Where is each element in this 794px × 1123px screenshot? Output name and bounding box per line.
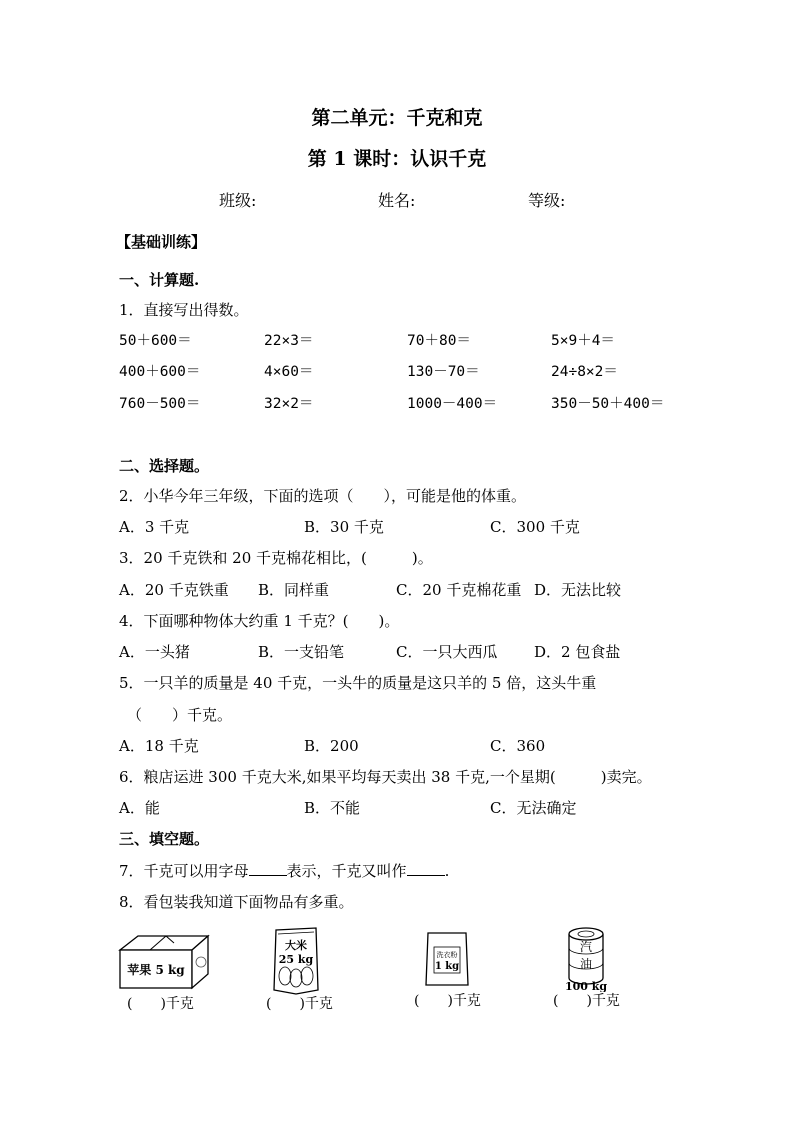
question-6: 6．粮店运进 300 千克大米,如果平均每天卖出 38 千克,一个星期( )卖完。	[119, 768, 652, 786]
q7-blank-2[interactable]	[407, 861, 445, 876]
calc-cell: 760－500＝	[119, 396, 201, 412]
calc-cell: 350－50＋400＝	[551, 396, 665, 412]
q2-option-c: C．300 千克	[490, 518, 580, 536]
question-4: 4．下面哪种物体大约重 1 千克？( )。	[119, 612, 400, 630]
q6-option-c: C．无法确定	[490, 799, 577, 817]
question-1: 1．直接写出得数。	[119, 301, 249, 319]
rice-bag-label-2: 25 kg	[278, 953, 314, 966]
calc-cell: 24÷8×2＝	[551, 364, 618, 380]
calc-cell: 50＋600＝	[119, 333, 192, 349]
q5-option-a: A．18 千克	[119, 737, 199, 755]
question-8: 8．看包装我知道下面物品有多重。	[119, 893, 354, 911]
section-basic-training: 【基础训练】	[116, 233, 207, 251]
unit-title: 第二单元：千克和克	[311, 107, 483, 129]
oil-label-2: 油	[579, 957, 593, 971]
rice-bag-icon	[270, 924, 322, 996]
calc-cell: 1000－400＝	[407, 396, 498, 412]
apple-box-label: 苹果 5 kg	[127, 963, 185, 977]
rice-bag-label-1: 大米	[285, 939, 307, 952]
part1-heading: 一、计算题.	[119, 271, 200, 289]
calc-cell: 32×2＝	[264, 396, 314, 412]
q6-option-b: B．不能	[304, 799, 361, 817]
part3-heading: 三、填空题。	[119, 830, 210, 848]
q7-blank-1[interactable]	[249, 861, 287, 876]
question-7	[119, 861, 449, 881]
q4-option-d: D．2 包食盐	[534, 643, 621, 661]
calc-cell: 22×3＝	[264, 333, 314, 349]
question-3: 3．20 千克铁和 20 千克棉花相比，( )。	[119, 549, 433, 567]
q5-option-b: B．200	[304, 737, 359, 755]
q3-option-a: A．20 千克铁重	[119, 581, 229, 599]
detergent-label-2: 1 kg	[434, 961, 460, 972]
q6-option-a: A．能	[119, 799, 160, 817]
calc-cell: 4×60＝	[264, 364, 314, 380]
calc-cell: 130－70＝	[407, 364, 480, 380]
q3-option-c: C．20 千克棉花重	[396, 581, 522, 599]
question-5-line2: （ ）千克。	[127, 706, 233, 724]
q2-option-a: A．3 千克	[119, 518, 190, 536]
calc-cell: 70＋80＝	[407, 333, 471, 349]
oil-barrel-icon	[563, 926, 609, 992]
q4-option-b: B．一支铅笔	[258, 643, 345, 661]
calc-cell: 5×9＋4＝	[551, 333, 615, 349]
item4-answer[interactable]: ( )千克	[553, 993, 620, 1009]
q7-text-2: 表示，千克又叫作	[286, 862, 407, 880]
q7-text-1: 7．千克可以用字母	[119, 862, 249, 880]
q2-option-b: B．30 千克	[304, 518, 384, 536]
detergent-label-1: 洗衣粉	[436, 951, 458, 959]
oil-label-3: 100 kg	[564, 980, 608, 992]
q4-option-c: C．一只大西瓜	[396, 643, 498, 661]
item3-answer[interactable]: ( )千克	[414, 993, 481, 1009]
apple-box-icon	[118, 934, 210, 990]
part2-heading: 二、选择题。	[119, 457, 210, 475]
question-2: 2．小华今年三年级，下面的选项（ ），可能是他的体重。	[119, 487, 527, 505]
item1-answer[interactable]: ( )千克	[127, 996, 194, 1012]
q7-text-3: .	[444, 862, 450, 880]
grade-label: 等级:	[528, 191, 566, 210]
q3-option-b: B．同样重	[258, 581, 330, 599]
detergent-bag-icon	[424, 929, 470, 989]
q3-option-d: D．无法比较	[534, 581, 622, 599]
oil-label-1: 汽	[579, 940, 593, 954]
name-label: 姓名:	[378, 191, 416, 210]
calc-cell: 400＋600＝	[119, 364, 201, 380]
q5-option-c: C．360	[490, 737, 546, 755]
question-5-line1: 5．一只羊的质量是 40 千克，一头牛的质量是这只羊的 5 倍，这头牛重	[119, 674, 597, 692]
q4-option-a: A．一头猪	[119, 643, 190, 661]
class-label: 班级:	[219, 191, 257, 210]
item2-answer[interactable]: ( )千克	[266, 996, 333, 1012]
lesson-title: 第 1 课时：认识千克	[307, 148, 487, 170]
